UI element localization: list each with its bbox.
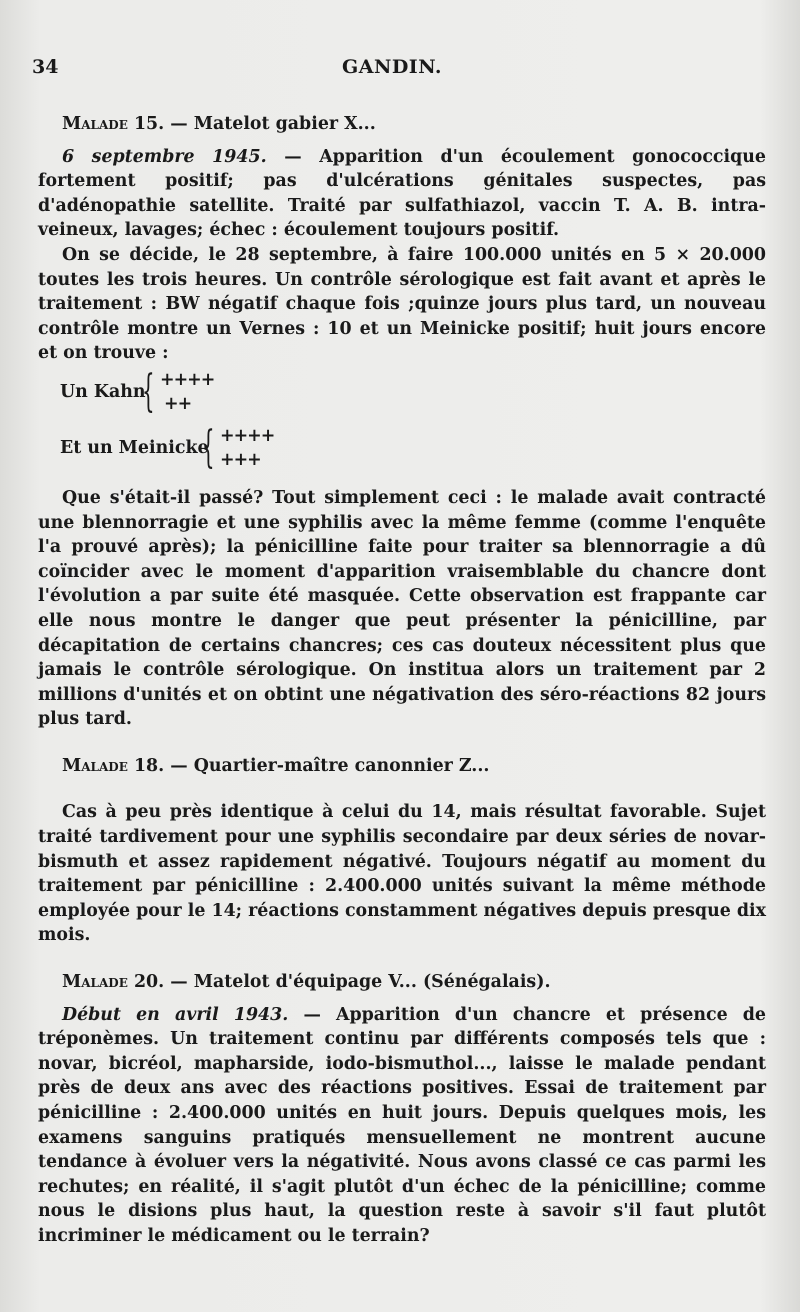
- running-title: GANDIN.: [342, 56, 442, 78]
- brace-glyph: {: [142, 365, 155, 417]
- case-label: Malade: [62, 972, 128, 993]
- paragraph-text: — Apparition d'un écoulement gonococcique fortement positif; pas d'ulcérations génitales suspectes, pas d'adénopathie satellite. Traité par sulfathiazol, vaccin T. A. B. intra-veineux, lavages; échec : écoulement toujours positif.: [38, 146, 766, 241]
- meinicke-result: [38, 422, 766, 478]
- case-18-paragraph-1: Cas à peu près identique à celui du 14, mais résultat favorable. Sujet traité tardivement pour une syphilis secondaire par deux séries de novar-bismuth et assez rapidement négativé. Toujours négatif au moment du traitement par pénicilline : 2.400.000 unités suivant la même méthode employée pour le 14; réactions constamment négatives depuis presque dix mois.: [38, 802, 766, 946]
- case-15-paragraph-3: Que s'était-il passé? Tout simplement ceci : le malade avait contracté une blennorragie et une syphilis avec la même femme (comme l'enquête l'a prouvé après); la pénicilline faite pour traiter sa blennorragie a dû coïncider avec le moment d'apparition vraisemblable du chancre dont l'évolution a par suite été masquée. Cette observation est frappante car elle nous montre le danger que peut présenter la pénicilline, par décapitation de certains chancres; ces cas douteux nécessitent plus que jamais le contrôle sérologique. On institua alors un traitement par 2 millions d'unités et on obtint une négativation des séro-réactions 82 jours plus tard.: [38, 487, 766, 730]
- page-number: 34: [32, 56, 59, 78]
- case-label: Malade: [62, 114, 128, 134]
- meinicke-value-1: ++++: [220, 425, 275, 446]
- case-title: — Matelot gabier X...: [170, 114, 376, 134]
- case-number: 18.: [133, 755, 165, 776]
- case-label: Malade: [62, 755, 128, 776]
- case-20-paragraph-1: [38, 1003, 766, 1249]
- paragraph-text: — Apparition d'un chancre et présence de tréponèmes. Un traitement continu par différents composés tels que : novar, bicréol, mapharside, iodo-bismuthol..., laisse le malade pendant près de deux ans avec des réactions positives. Essai de traitement par pénicilline : 2.400.000 unités en huit jours. Depuis quelques mois, les examens sanguins pratiqués mensuellement ne montrent aucune tendance à évoluer vers la négativité. Nous avons classé ce cas parmi les rechutes; en réalité, il s'agit plutôt d'un échec de la pénicilline; comme nous le disions plus haut, la question reste à savoir s'il faut plutôt incriminer le médicament ou le terrain?: [38, 1004, 766, 1246]
- case-number: 20.: [133, 972, 165, 993]
- case-number: 15.: [133, 114, 165, 134]
- case-15-heading: [38, 112, 766, 137]
- case-15-paragraph-2: On se décide, le 28 septembre, à faire 100.000 unités en 5 × 20.000 toutes les trois heures. Un contrôle sérologique est fait avant et après le traitement : BW négatif chaque fois ;quinze jours plus tard, un nouveau contrôle montre un Vernes : 10 et un Meinicke positif; huit jours encore et on trouve :: [38, 244, 766, 364]
- case-date: Début en avril 1943.: [62, 1004, 289, 1025]
- case-date: 6 septembre 1945.: [62, 146, 267, 167]
- kahn-value-2: ++: [164, 393, 192, 414]
- case-15-paragraph-1: [38, 145, 766, 243]
- kahn-value-1: ++++: [160, 369, 215, 390]
- page-body: [38, 112, 766, 1249]
- case-title: — Quartier-maître canonnier Z...: [170, 755, 490, 776]
- case-title: — Matelot d'équipage V... (Sénégalais).: [170, 972, 551, 993]
- case-20-heading: [38, 970, 766, 995]
- brace-glyph: {: [202, 421, 215, 473]
- page-header: [32, 56, 760, 86]
- kahn-label: Un Kahn: [60, 381, 146, 402]
- meinicke-label: Et un Meinicke: [60, 437, 209, 458]
- kahn-result: [38, 366, 766, 422]
- case-18-heading: [38, 754, 766, 779]
- meinicke-value-2: +++: [220, 449, 261, 470]
